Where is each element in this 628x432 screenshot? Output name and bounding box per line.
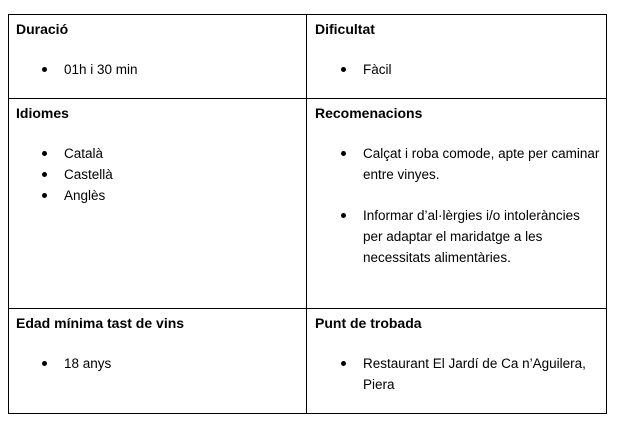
edad-cell: [9, 309, 307, 414]
duracio-cell: [9, 15, 307, 99]
table-row: [9, 99, 607, 309]
edad-list: [16, 353, 300, 374]
idiomes-title: Idiomes: [16, 105, 69, 121]
idiomes-list: [16, 143, 300, 206]
info-table: [8, 14, 607, 414]
list-item: Informar d’al·lèrgies i/o intoleràncies per adaptar el maridatge a les necessitats alimentàries.: [315, 205, 600, 268]
list-item: Restaurant El Jardí de Ca n’Aguilera, Piera: [315, 353, 600, 395]
recomenacions-list: [315, 143, 600, 268]
dificultat-list: [315, 59, 600, 80]
punt-title: Punt de trobada: [315, 315, 422, 331]
list-item: Calçat i roba comode, apte per caminar entre vinyes.: [315, 143, 600, 185]
list-item: Castellà: [16, 164, 300, 185]
list-item: Anglès: [16, 185, 300, 206]
table-row: [9, 309, 607, 414]
punt-list: [315, 353, 600, 395]
dificultat-cell: [307, 15, 607, 99]
idiomes-cell: [9, 99, 307, 309]
duracio-title: Duració: [16, 21, 69, 37]
dificultat-title: Dificultat: [315, 21, 375, 37]
edad-title: Edad mínima tast de vins: [16, 315, 185, 331]
duracio-list: [16, 59, 300, 80]
list-item: Català: [16, 143, 300, 164]
table-row: [9, 15, 607, 99]
punt-cell: [307, 309, 607, 414]
list-item: Fàcil: [315, 59, 600, 80]
list-item: 01h i 30 min: [16, 59, 300, 80]
recomenacions-title: Recomenacions: [315, 105, 423, 121]
list-item: 18 anys: [16, 353, 300, 374]
recomenacions-cell: [307, 99, 607, 309]
